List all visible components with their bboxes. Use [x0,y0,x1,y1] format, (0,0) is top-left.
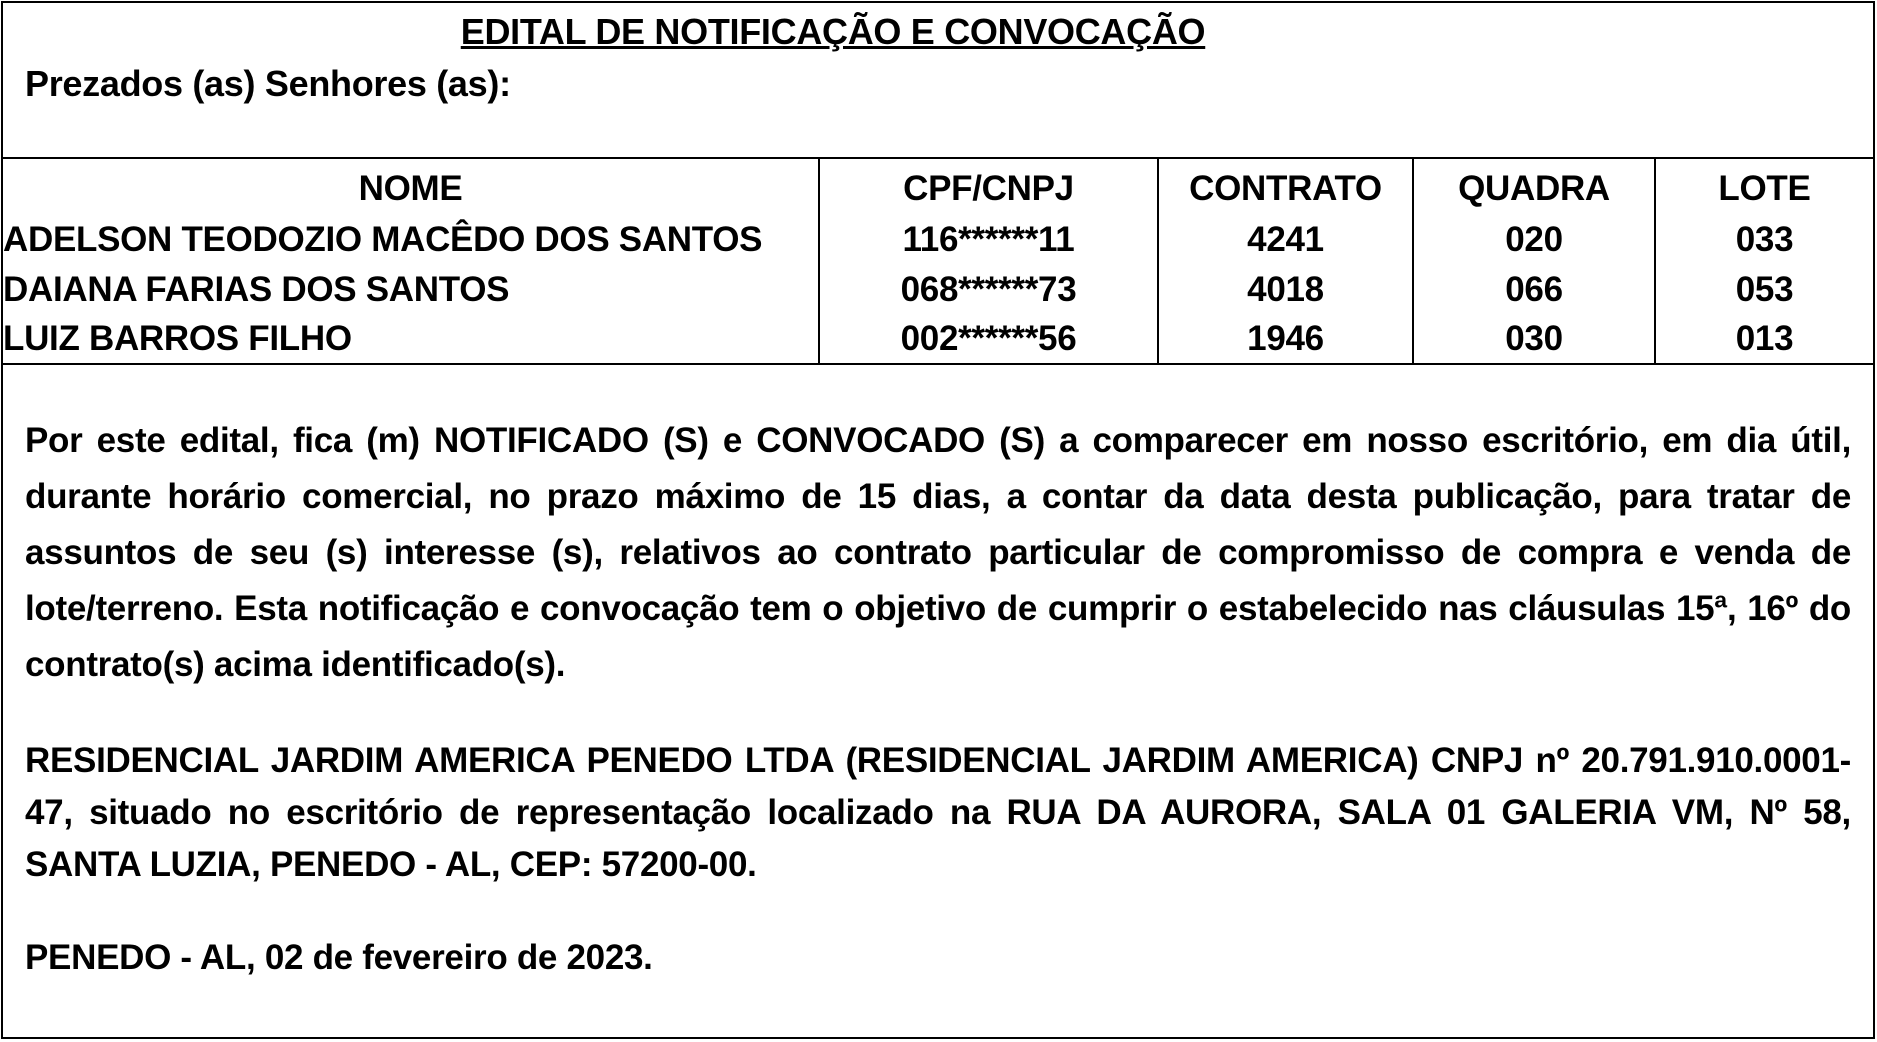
company-info: RESIDENCIAL JARDIM AMERICA PENEDO LTDA (RESIDENCIAL JARDIM AMERICA) CNPJ nº 20.791.910.0001-47, situado no escritório de representação localizado na RUA DA AURORA, SALA 01 GALERIA VM, Nº 58, SANTA LUZIA, PENEDO - AL, CEP: 57200-00. [25,741,1851,884]
document-title: EDITAL DE NOTIFICAÇÃO E CONVOCAÇÃO [460,11,1206,52]
header-contrato: CONTRATO [1158,157,1413,215]
place-date: PENEDO - AL, 02 de fevereiro de 2023. [25,938,653,977]
notice-frame [1,1,1875,1039]
notified-persons-table [3,157,1873,365]
cell-nome: LUIZ BARROS FILHO [3,315,819,364]
cell-contrato: 4241 [1158,215,1413,265]
cell-contrato: 4018 [1158,265,1413,315]
notice-paragraph: Por este edital, fica (m) NOTIFICADO (S) e CONVOCADO (S) a comparecer em nosso escritório, em dia útil, durante horário comercial, no prazo máximo de 15 dias, a contar da data desta publicação, para tratar de assuntos de seu (s) interesse (s), relativos ao contrato particular de compromisso de compra e venda de lote/terreno. Esta notificação e convocação tem o objetivo de cumprir o estabelecido nas cláusulas 15ª, 16º do contrato(s) acima identificado(s). [25,421,1851,684]
cell-lote: 053 [1655,265,1873,315]
table-header-row [3,157,1873,215]
header-cpf-cnpj: CPF/CNPJ [819,157,1158,215]
cell-cpf-cnpj: 116******11 [819,215,1158,265]
cell-quadra: 030 [1413,315,1655,364]
header-quadra: QUADRA [1413,157,1655,215]
header-lote: LOTE [1655,157,1873,215]
table-row [3,265,1873,315]
table-row [3,315,1873,364]
cell-cpf-cnpj: 068******73 [819,265,1158,315]
cell-nome: DAIANA FARIAS DOS SANTOS [3,270,510,309]
cell-quadra: 066 [1413,265,1655,315]
table-row [3,215,1873,265]
notice-header [3,3,1873,159]
cell-nome: ADELSON TEODOZIO MACÊDO DOS SANTOS [3,220,763,259]
header-nome: NOME [358,169,463,208]
cell-quadra: 020 [1413,215,1655,265]
cell-contrato: 1946 [1158,315,1413,364]
cell-cpf-cnpj: 002******56 [819,315,1158,364]
cell-lote: 013 [1655,315,1873,364]
cell-lote: 033 [1655,215,1873,265]
salutation: Prezados (as) Senhores (as): [25,63,511,104]
